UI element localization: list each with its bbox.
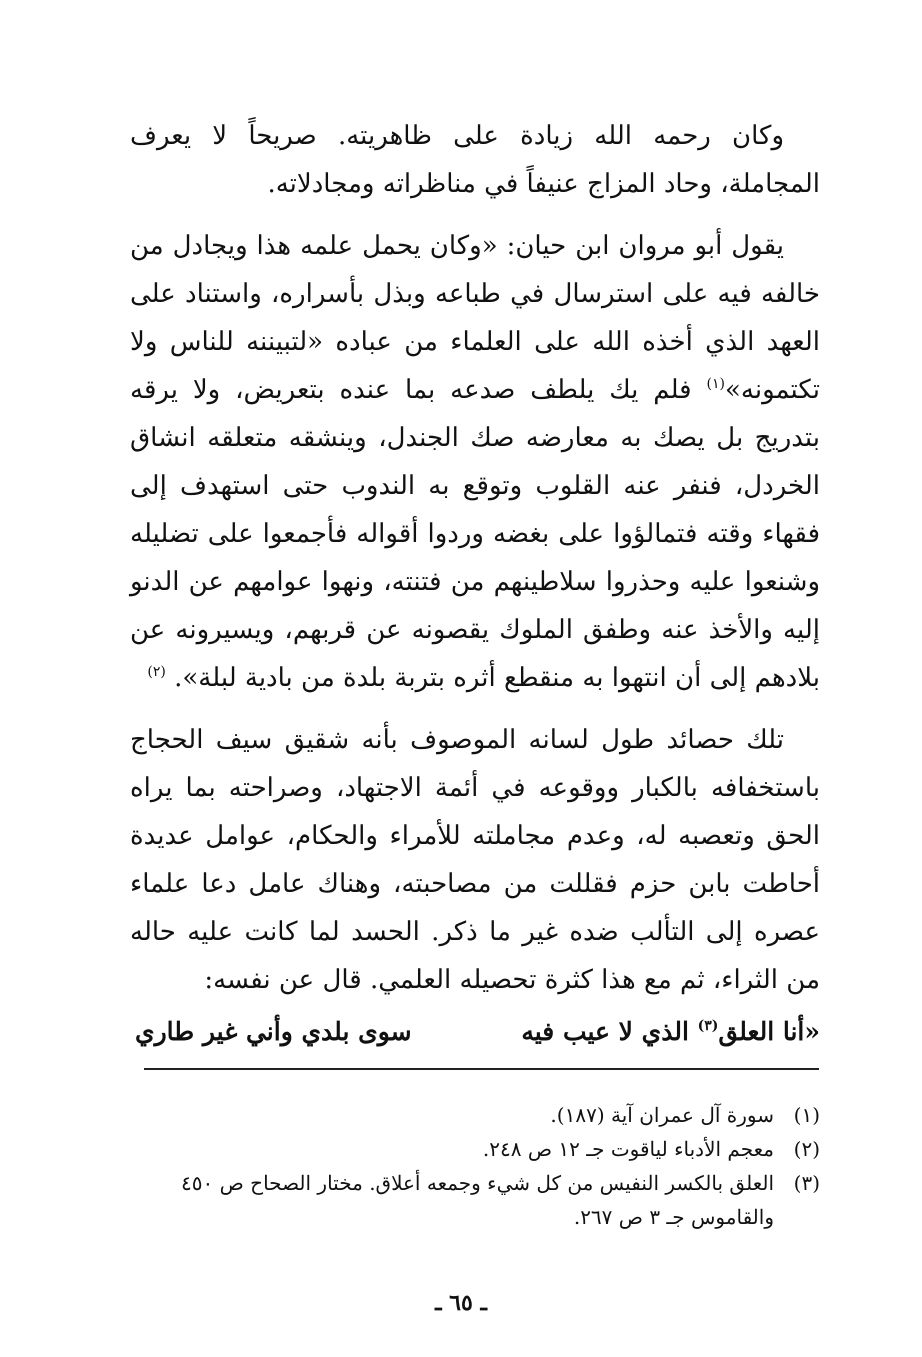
footnote-2 bbox=[130, 1132, 820, 1166]
footnote-text: العلق بالكسر النفيس من كل شيء وجمعه أعلاق. مختار الصحاح ص ٤٥٠ والقاموس جـ ٣ ص ٢٦٧. bbox=[181, 1171, 774, 1229]
paragraph-2-text: يقول أبو مروان ابن حيان: «وكان يحمل علمه هذا ويجادل من خالفه فيه على استرسال في طباعه وبذل بأسراره، واستناد على العهد الذي أخذه الله على العلماء من عباده «لتبيننه للناس ولا تكتمونه» bbox=[130, 231, 821, 405]
footnote-3 bbox=[130, 1166, 820, 1234]
footnote-text: سورة آل عمران آية (١٨٧). bbox=[550, 1103, 774, 1127]
footnote-1 bbox=[130, 1098, 820, 1132]
footnote-text: معجم الأدباء لياقوت جـ ١٢ ص ٢٤٨. bbox=[482, 1137, 774, 1161]
poetry-verse bbox=[135, 1010, 820, 1054]
verse-first-hemistich-start: «أنا العلق bbox=[718, 1017, 820, 1046]
footnote-number: (٢) bbox=[793, 1137, 820, 1161]
footnote-number: (١) bbox=[793, 1103, 820, 1127]
footnote-ref-3[interactable]: (٣) bbox=[697, 1018, 719, 1034]
paragraph-3-text: تلك حصائد طول لسانه الموصوف بأنه شقيق سيف الحجاج باستخفافه بالكبار ووقوعه في أئمة الاجتهاد، وصراحته بما يراه الحق وتعصبه له، وعدم مجاملته للأمراء والحكام، عوامل عديدة أحاطت بابن حزم فقللت من مصاحبته، وهناك عامل دعا علماء عصره إلى التألب ضده غير ما ذكر. الحسد لما كانت عليه حاله من الثراء، ثم مع هذا كثرة تحصيله العلمي. قال عن نفسه: bbox=[130, 725, 820, 995]
footnote-ref-2[interactable]: (٢) bbox=[147, 664, 166, 680]
page-number: ـ ٦٥ ـ bbox=[435, 1290, 487, 1316]
paragraph-2 bbox=[130, 222, 820, 702]
main-text bbox=[130, 112, 820, 1004]
footnote-ref-1[interactable]: (١) bbox=[706, 376, 726, 392]
paragraph-2-continuation: فلم يك يلطف صدعه بما عنده بتعريض، ولا يرقه بتدريج بل يصك به معارضه صك الجندل، وينشقه متعلقه انشاق الخردل، فنفر عنه القلوب وتوقع به الندوب حتى استهدف إلى فقهاء وقته فتمالؤوا على بغضه وردوا أقواله فأجمعوا على تضليله وشنعوا عليه وحذروا سلاطينهم من فتنته، ونهوا عوامهم عن الدنو إليه والأخذ عنه وطفق الملوك يقصونه عن قربهم، ويسيرونه عن بلادهم إلى أن انتهوا به منقطع أثره بتربة بلدة من بادية لبلة». bbox=[130, 375, 820, 693]
verse-first-hemistich bbox=[521, 1010, 820, 1054]
footnote-separator bbox=[144, 1068, 819, 1070]
footnotes bbox=[130, 1098, 820, 1234]
paragraph-1 bbox=[130, 112, 820, 208]
verse-second-hemistich: سوى بلدي وأني غير طاري bbox=[135, 1017, 412, 1046]
paragraph-1-text: وكان رحمه الله زيادة على ظاهريته. صريحاً لا يعرف المجاملة، وحاد المزاج عنيفاً في مناظراته ومجادلاته. bbox=[130, 121, 820, 199]
paragraph-3 bbox=[130, 716, 820, 1004]
verse-first-hemistich-end: الذي لا عيب فيه bbox=[521, 1017, 689, 1046]
footnote-number: (٣) bbox=[793, 1171, 820, 1195]
